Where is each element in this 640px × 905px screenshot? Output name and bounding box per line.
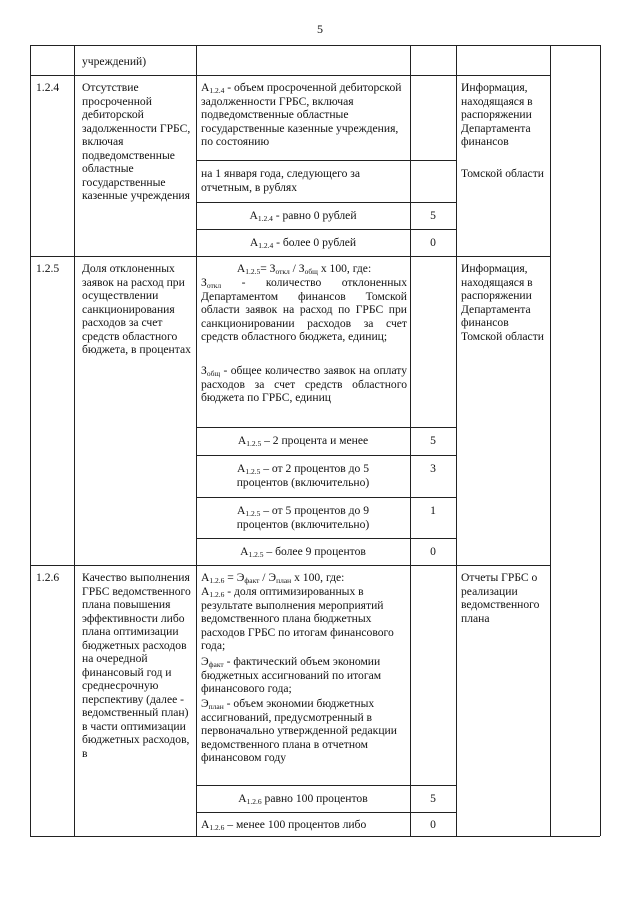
row-124-source: Информация, находящаяся в распоряжении Департамента финансов	[461, 81, 533, 148]
table-border-bottom	[30, 836, 600, 837]
row-126-name: Качество выполнения ГРБС ведомственного плана повышения эффективности либо плана оптимизации бюджетных расходов на очередной финансовый год и среднесрочную перспективу (далее - ведомственный план) в части оптимизации бюджетных расходов, в	[82, 571, 191, 760]
row-126-definition: $Э_{план}$ - объем экономии бюджетных ассигнований, предусмотренный в первоначально утвержденной редакции ведомственного плана в отчетном финансовом году	[201, 697, 397, 764]
row-125-definition: $З_{откл}$ - количество отклоненных Департаментом финансов Томской области заявок на расход по ГРБС при санкционировании расходов за счет средств областного бюджета, единиц;	[201, 276, 407, 343]
row-125-score: 1	[430, 504, 436, 517]
page-number: 5	[317, 22, 323, 36]
cell-divider	[196, 785, 456, 786]
continuation-text: учреждений)	[82, 55, 147, 68]
row-divider	[30, 75, 550, 76]
row-126-source: Отчеты ГРБС о реализации ведомственного плана	[461, 571, 540, 625]
row-124-criterion: $А_{1.2.4}$ - равно 0 рублей	[249, 209, 357, 223]
cell-divider	[196, 455, 456, 456]
row-126-definition: $Э_{факт}$ - фактический объем экономии бюджетных ассигнований по итогам финансового года;	[201, 655, 382, 695]
row-124-description-cont: на 1 января года, следующего за отчетным, в рублях	[201, 167, 360, 194]
column-line	[600, 45, 601, 836]
row-124-number: 1.2.4	[36, 81, 60, 94]
row-125-formula: $А_{1.2.5}= З_{откл} / З_{общ}$ х 100, где:	[236, 262, 372, 276]
column-line	[74, 45, 75, 836]
column-line	[456, 45, 457, 836]
cell-divider	[196, 427, 456, 428]
row-126-formula: $А_{1.2.6} = Э_{факт} / Э_{план}$ х 100, где:	[201, 571, 345, 585]
row-125-criterion: $А_{1.2.5}$ – более 9 процентов	[240, 545, 366, 559]
row-124-name: Отсутствие просроченной дебиторской задолженности ГРБС, включая подведомственные областные государственные казенные учреждения	[82, 81, 191, 202]
row-126-definition: $А_{1.2.6}$ - доля оптимизированных в результате выполнения мероприятий ведомственного плана бюджетных расходов ГРБС по итогам финансового года;	[201, 585, 394, 652]
row-125-score: 3	[430, 462, 436, 475]
row-125-name: Доля отклоненных заявок на расход при осуществлении санкционирования расходов за счет средств областного бюджета, в процентах	[82, 262, 191, 356]
row-divider	[30, 256, 550, 257]
cell-divider	[196, 202, 456, 203]
row-124-criterion: $А_{1.2.4}$ - более 0 рублей	[249, 236, 357, 250]
row-125-score: 0	[430, 545, 436, 558]
cell-divider	[196, 538, 456, 539]
row-125-criterion: $А_{1.2.5}$ – от 5 процентов до 9 процентов (включительно)	[236, 504, 370, 531]
row-divider	[30, 565, 550, 566]
column-line	[550, 45, 551, 836]
row-124-score: 5	[430, 209, 436, 222]
row-125-criterion: $А_{1.2.5}$ – от 2 процентов до 5 процентов (включительно)	[236, 462, 370, 489]
row-126-criterion: $А_{1.2.6}$ равно 100 процентов	[238, 792, 368, 806]
row-125-score: 5	[430, 434, 436, 447]
row-125-criterion: $А_{1.2.5} - 2$ процента и менее	[237, 434, 369, 448]
row-126-number: 1.2.6	[36, 571, 60, 584]
column-line	[30, 45, 31, 836]
row-125-source: Информация, находящаяся в распоряжении Департамента финансов Томской области	[461, 262, 544, 343]
row-126-score: 0	[430, 818, 436, 831]
table-border-top	[30, 45, 600, 46]
row-124-source-cont: Томской области	[461, 167, 544, 180]
row-124-score: 0	[430, 236, 436, 249]
cell-divider	[196, 497, 456, 498]
row-126-criterion: $А_{1.2.6}$ – менее 100 процентов либо	[201, 818, 367, 832]
criteria-table	[30, 45, 600, 836]
cell-divider	[196, 160, 456, 161]
row-125-definition: $З_{общ}$ - общее количество заявок на оплату расходов за счет средств областного бюджета по ГРБС, единиц	[201, 364, 407, 404]
row-126-score: 5	[430, 792, 436, 805]
cell-divider	[196, 229, 456, 230]
row-124-description: $А_{1.2.4}$ - объем просроченной дебиторской задолженности ГРБС, включая подведомственные областные государственные казенные учреждения, по состоянию	[201, 81, 402, 148]
cell-divider	[196, 812, 456, 813]
row-125-number: 1.2.5	[36, 262, 60, 275]
